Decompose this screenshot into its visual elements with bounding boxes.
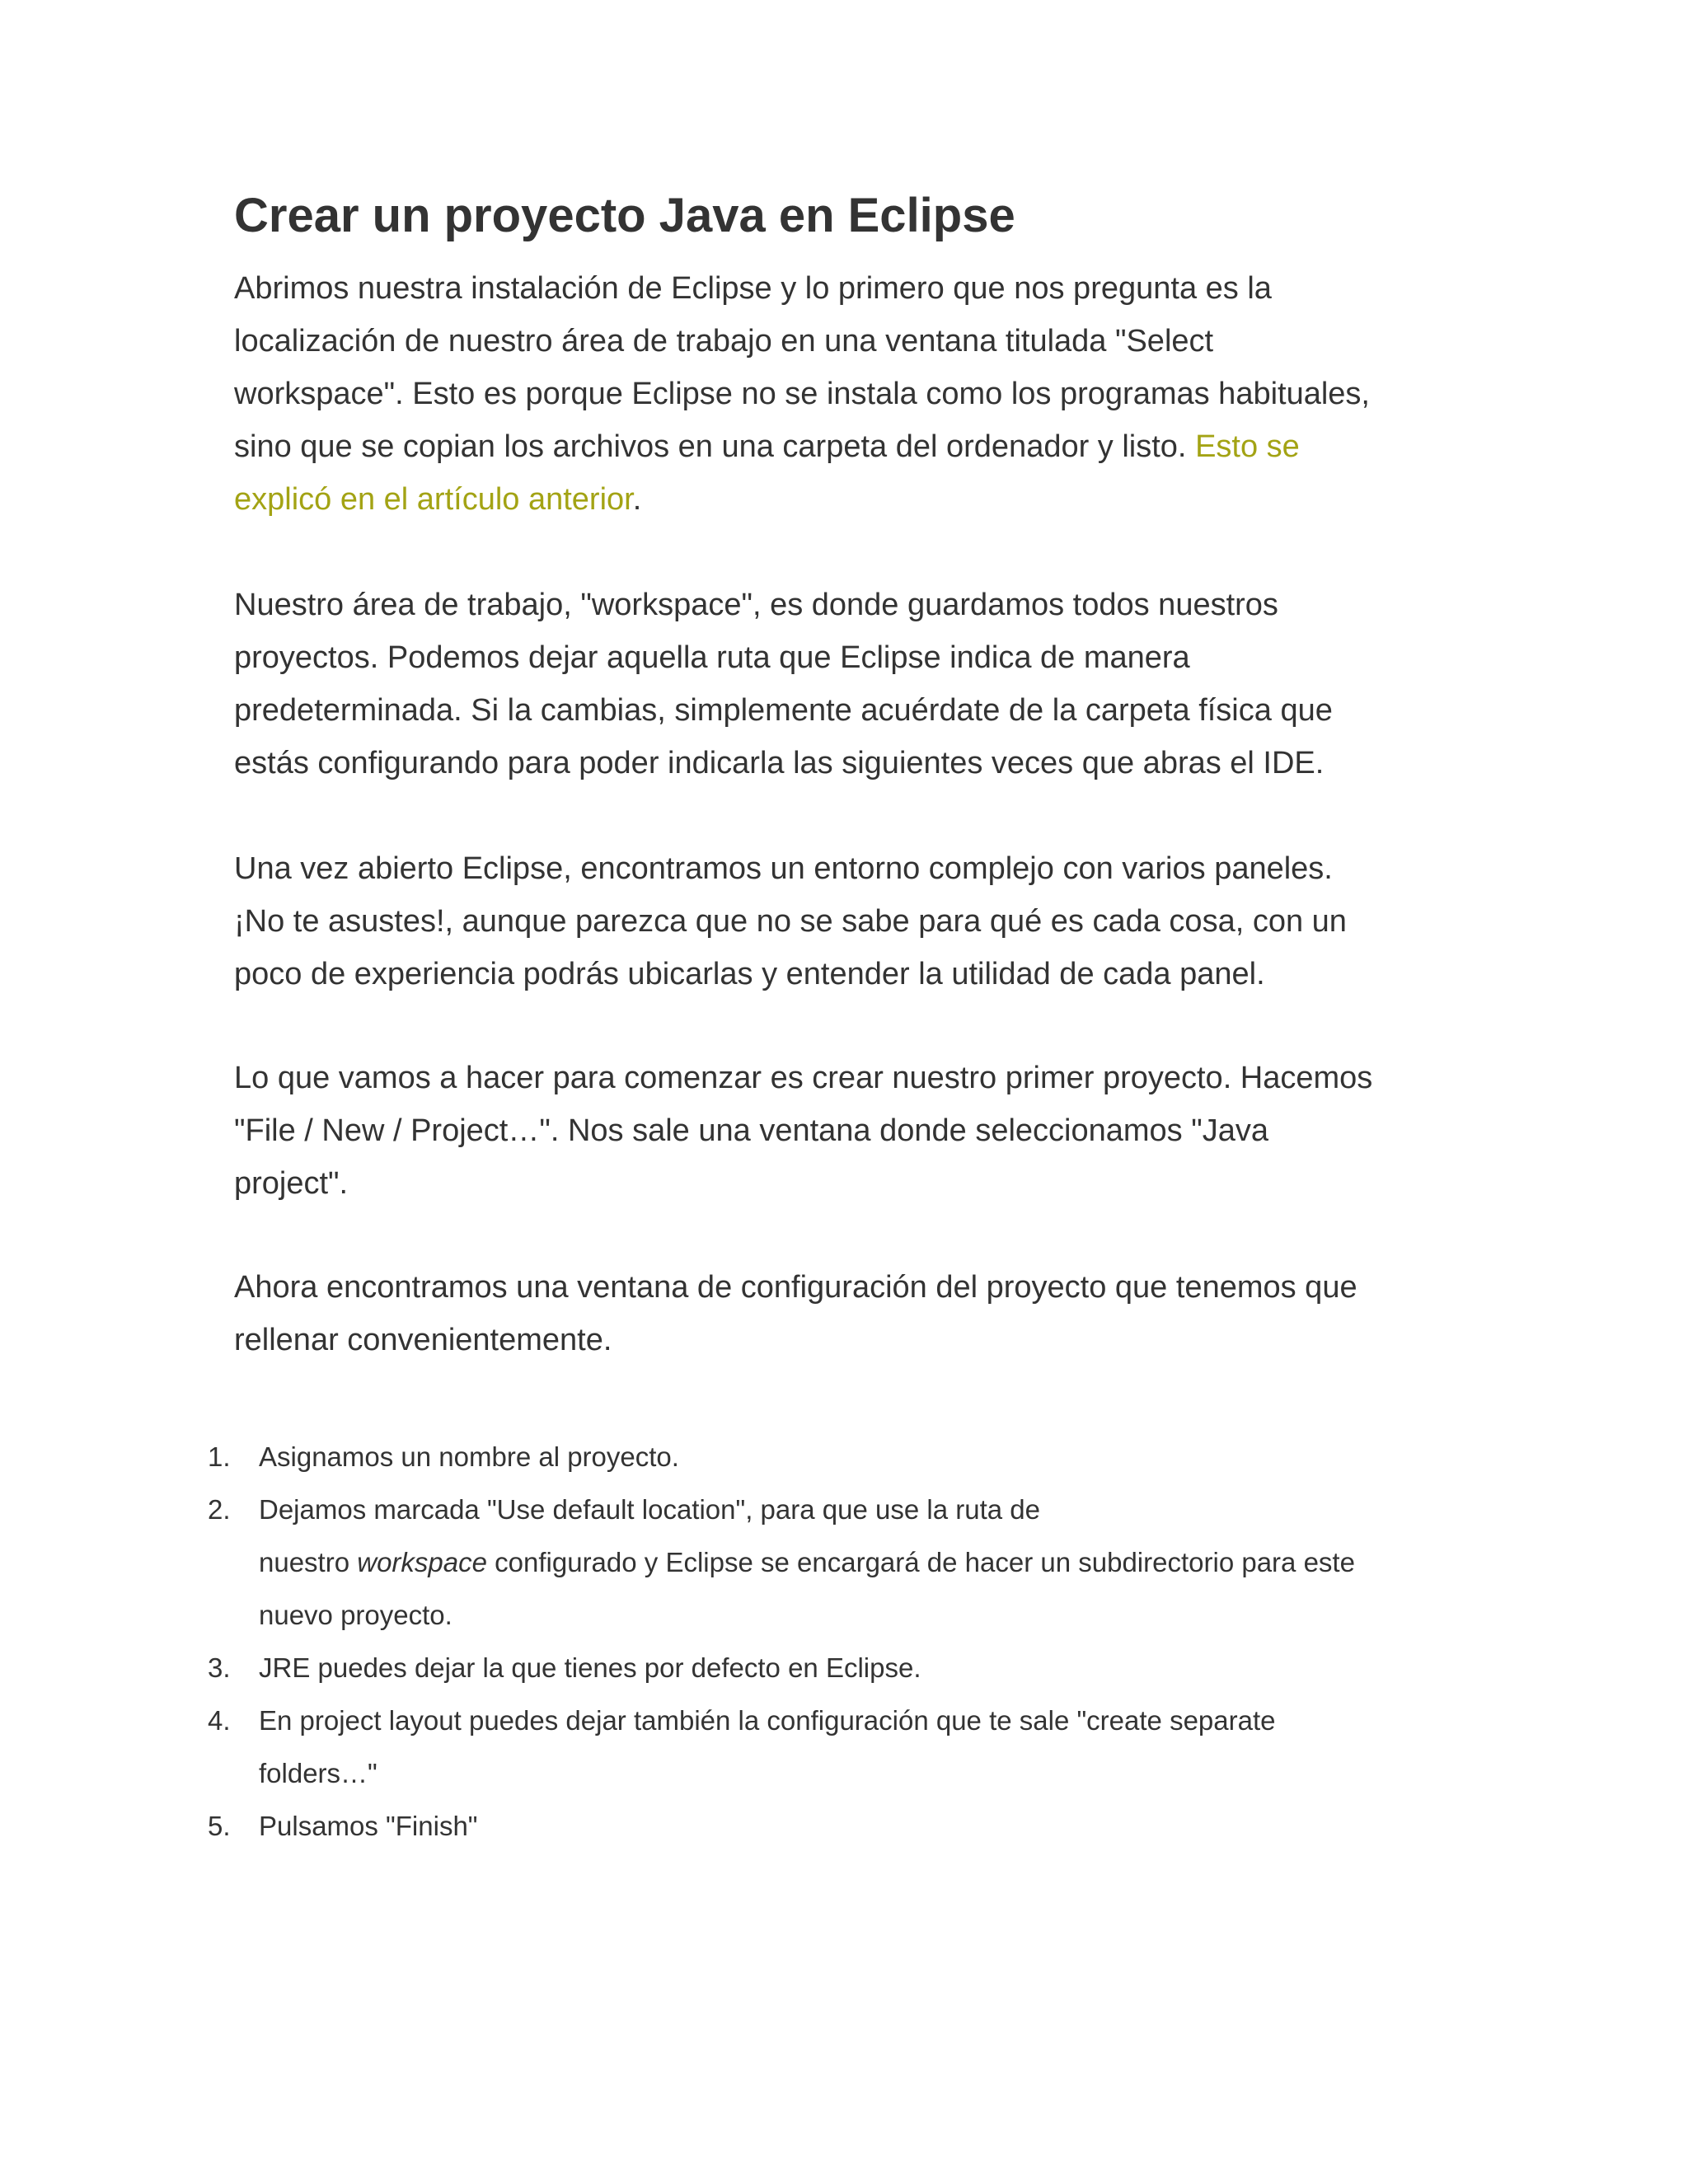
text-line: project".: [234, 1166, 349, 1201]
text-line: [234, 420, 1470, 473]
list-item-text: nuevo proyecto.: [259, 1600, 452, 1630]
emphasis-text: workspace: [357, 1547, 487, 1577]
text-line: Ahora encontramos una ventana de configuración del proyecto que tenemos que: [234, 1270, 1357, 1305]
list-item-text: [259, 1536, 1523, 1589]
paragraph-panels: [234, 842, 1470, 1001]
text-segment: sino que se copian los archivos en una carpeta del ordenador y listo.: [234, 429, 1196, 464]
list-number: 5.: [208, 1811, 231, 1841]
text-line: estás configurando para poder indicarla las siguientes veces que abras el IDE.: [234, 746, 1325, 780]
list-item-text: Pulsamos "Finish": [259, 1811, 478, 1841]
paragraph-workspace: [234, 579, 1470, 790]
previous-article-link[interactable]: Esto se: [1195, 429, 1300, 464]
list-item: [204, 1694, 1523, 1800]
paragraph-new-project: [234, 1052, 1470, 1210]
text-line: rellenar convenientemente.: [234, 1323, 612, 1357]
text-line: Una vez abierto Eclipse, encontramos un entorno complejo con varios paneles.: [234, 851, 1333, 886]
text-line: poco de experiencia podrás ubicarlas y entender la utilidad de cada panel.: [234, 957, 1265, 991]
list-number: 3.: [208, 1652, 231, 1683]
text-line: ¡No te asustes!, aunque parezca que no se sabe para qué es cada cosa, con un: [234, 904, 1347, 939]
steps-list: [204, 1431, 1523, 1853]
list-item-text: folders…": [259, 1758, 377, 1788]
list-item: [204, 1800, 1523, 1853]
list-number: 1.: [208, 1441, 231, 1472]
previous-article-link-continued[interactable]: explicó en el artículo anterior: [234, 482, 633, 517]
list-number: 2.: [208, 1494, 231, 1525]
text-line: localización de nuestro área de trabajo en una ventana titulada "Select: [234, 324, 1214, 359]
paragraph-configuration: [234, 1261, 1470, 1366]
text-line: [234, 473, 1470, 526]
list-item: [204, 1642, 1523, 1694]
list-item: [204, 1431, 1523, 1483]
text-line: Nuestro área de trabajo, "workspace", es donde guardamos todos nuestros: [234, 588, 1278, 622]
text-segment: nuestro: [259, 1547, 358, 1577]
text-line: Lo que vamos a hacer para comenzar es crear nuestro primer proyecto. Hacemos: [234, 1061, 1373, 1095]
text-line: predeterminada. Si la cambias, simplemente acuérdate de la carpeta física que: [234, 693, 1333, 728]
list-item-text: En project layout puedes dejar también la configuración que te sale "create separate: [259, 1705, 1276, 1736]
text-segment: .: [632, 482, 642, 517]
paragraph-intro: [234, 262, 1470, 526]
list-item-text: Asignamos un nombre al proyecto.: [259, 1441, 679, 1472]
text-line: proyectos. Podemos dejar aquella ruta que Eclipse indica de manera: [234, 640, 1190, 675]
text-line: workspace". Esto es porque Eclipse no se instala como los programas habituales,: [234, 377, 1370, 411]
page-title: Crear un proyecto Java en Eclipse: [234, 189, 1015, 242]
text-segment: configurado y Eclipse se encargará de hacer un subdirectorio para este: [486, 1547, 1355, 1577]
list-number: 4.: [208, 1705, 231, 1736]
list-item-text: JRE puedes dejar la que tienes por defecto en Eclipse.: [259, 1652, 921, 1683]
text-line: "File / New / Project…". Nos sale una ventana donde seleccionamos "Java: [234, 1113, 1268, 1148]
list-item: [204, 1483, 1523, 1642]
list-item-text: Dejamos marcada "Use default location", para que use la ruta de: [259, 1494, 1040, 1525]
text-line: Abrimos nuestra instalación de Eclipse y lo primero que nos pregunta es la: [234, 271, 1272, 306]
